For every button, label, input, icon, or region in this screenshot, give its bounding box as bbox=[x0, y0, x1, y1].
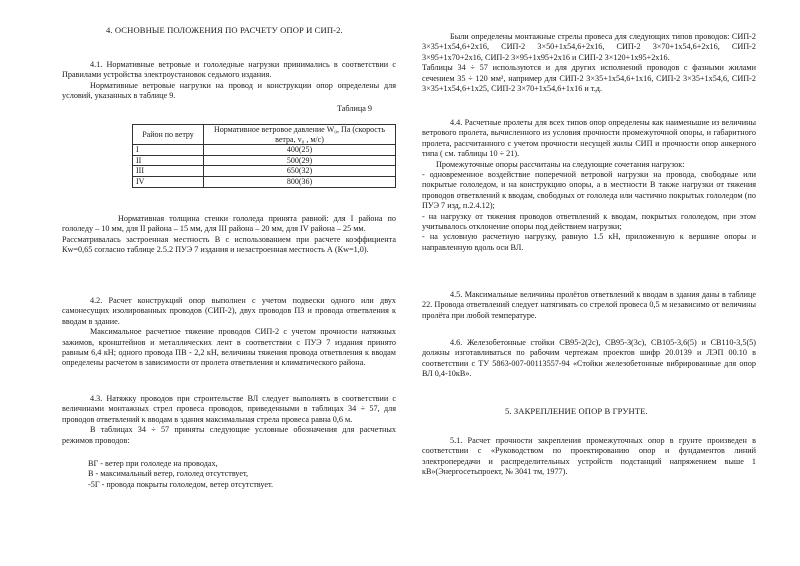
paragraph-4-3-continued: В таблицах 34 ÷ 57 приняты следующие условные обозначения для расчетных режимов проводов: bbox=[62, 425, 396, 445]
table-cell-value: 400(25) bbox=[204, 145, 396, 156]
paragraph-ice bbox=[62, 214, 396, 256]
table-header-row bbox=[133, 125, 396, 145]
legend-item: В - максимальный ветер, гололед отсутствует, bbox=[88, 469, 249, 479]
paragraph-area-text: Рассматривалась застроенная местность В с использованием при расчете коэффициента Кw=0,65 согласно таблице 2.5.2 ПУЭ 7 издания и незастроенная местность А (Кw=1,0). bbox=[62, 234, 396, 255]
wind-table-wrapper bbox=[132, 124, 396, 188]
paragraph-4-5-text: 4.5. Максимальные величины пролётов ответвлений к вводам в здания даны в таблице 22. Провода ответвлений следует натягивать со стрелой провеса 0,5 м независимо от величины пролёта при любой температуре. bbox=[422, 290, 756, 320]
paragraph-sag-text: Были определены монтажные стрелы провеса для следующих типов проводов: СИП-2 3×35+1х54,6+2х16, СИП-2 3×50+1х54,6+2х16, СИП-2 3×70+1х54,6+2х16, СИП-2 3×95+1х70+2х16, СИП-2 3×95+1х95+2х16 и СИП-2 3×120+1х95+2х16. bbox=[422, 32, 756, 62]
paragraph-4-3 bbox=[62, 394, 396, 446]
legend-item: ВГ - ветер при гололеде на проводах, bbox=[88, 459, 218, 468]
table-header-pressure: Нормативное ветровое давление W₀, Па (скорость ветра, v₀ , м/с) bbox=[204, 125, 396, 145]
paragraph-4-1-text: 4.1. Нормативные ветровые и гололедные нагрузки принимались в соответствии с Правилами устройства электроустановок седьмого издания. bbox=[62, 60, 396, 80]
table-cell-value: 800(36) bbox=[204, 176, 396, 187]
legend-item: -5Г - провода покрыты гололедом, ветер отсутствует. bbox=[88, 479, 274, 489]
paragraph-4-2-continued: Максимальное расчетное тяжение проводов СИП-2 с учетом прочности натяжных зажимов, кронштейнов и металлических лент в соответствии с ПУЭ 7 издания принято равным 6,4 кН; одного провода ПВ - 2,2 кН, величины тяжения провода ответвления к вводам определены расчетом в зависимости от пролета ответвления и климатического района. bbox=[62, 327, 396, 368]
table-cell-region: IV bbox=[133, 176, 204, 187]
table-caption: Таблица 9 bbox=[337, 104, 373, 113]
paragraph-sag bbox=[422, 32, 756, 94]
table-row bbox=[133, 176, 396, 187]
table-row bbox=[133, 145, 396, 156]
list-item: - на нагрузку от тяжения проводов ответвлений к вводам, покрытых гололедом, при этом учитывалось отклонение опоры под действием нагрузки; bbox=[422, 211, 756, 232]
section-4-heading: 4. ОСНОВНЫЕ ПОЛОЖЕНИЯ ПО РАСЧЕТУ ОПОР И СИП-2. bbox=[106, 25, 343, 35]
list-item: - одновременное воздействие поперечной ветровой нагрузки на провода, свободные или покрытые гололедом, и на конструкцию опоры, а в местности В также нагрузки от тяжения проводов ответвлений к вводам, свободных от гололеда или частично покрытых гололедом (по ПУЭ 7 изд, п.2.4.12); bbox=[422, 170, 756, 211]
table-row bbox=[133, 166, 396, 177]
list-item: - на условную расчетную нагрузку, равную 1.5 кН, приложенную к вершине опоры и направленную вдоль оси ВЛ. bbox=[422, 232, 756, 252]
paragraph-5-1 bbox=[422, 436, 756, 478]
table-cell-value: 650(32) bbox=[204, 166, 396, 177]
table-cell-region: II bbox=[133, 155, 204, 166]
paragraph-4-2-text: 4.2. Расчет конструкций опор выполнен с учетом подвески одного или двух самонесущих изолированных проводов (СИП-2), двух проводов ПЗ и провода ответвления к вводам в здание. bbox=[62, 296, 396, 326]
paragraph-4-6 bbox=[422, 338, 756, 380]
paragraph-4-2 bbox=[62, 296, 396, 369]
paragraph-ice-text: Нормативная толщина стенки гололеда принята равной: для I района по гололеду – 10 мм, для II района – 15 мм, для III района – 20 мм, для IV района – 25 мм. bbox=[62, 214, 396, 234]
paragraph-4-6-text: 4.6. Железобетонные стойки СВ95-2(2с), СВ95-3(3с), СВ105-3,6(5) и СВ110-3,5(5) должны изготавливаться по рабочим чертежам проектов шифр 20.0139 и ЛЭП 00.10 в соответствии с ТУ 5863-007-00113557-94 «Стойки железобетонные вибрированные для опор ВЛ 0,4-10кВ». bbox=[422, 338, 756, 379]
wind-pressure-table bbox=[132, 124, 396, 188]
paragraph-4-1 bbox=[62, 60, 396, 102]
table-cell-region: III bbox=[133, 166, 204, 177]
paragraph-4-1-continued: Нормативные ветровые нагрузки на провод и конструкции опор определены для условий, указанных в таблице 9. bbox=[62, 80, 396, 101]
paragraph-4-5 bbox=[422, 290, 756, 321]
table-cell-value: 500(29) bbox=[204, 155, 396, 166]
mode-legend bbox=[88, 459, 388, 490]
paragraph-5-1-text: 5.1. Расчет прочности закрепления промежуточных опор в грунте произведен в соответствии с «Руководством по проектированию опор и фундаментов линий электропередачи и распределительных устройств подстанций напряжением выше 1 кВ»(Энергосетьпроект, № 3041 тм, 1977). bbox=[422, 436, 756, 477]
section-5-heading: 5. ЗАКРЕПЛЕНИЕ ОПОР В ГРУНТЕ. bbox=[505, 406, 648, 416]
paragraph-4-4 bbox=[422, 118, 756, 253]
paragraph-4-4-loads-intro: Промежуточные опоры рассчитаны на следующие сочетания нагрузок: bbox=[436, 159, 685, 169]
table-row bbox=[133, 155, 396, 166]
table-cell-region: I bbox=[133, 145, 204, 156]
table-header-region: Район по ветру bbox=[133, 125, 204, 145]
paragraph-4-3-text: 4.3. Натяжку проводов при строительстве ВЛ следует выполнять в соответствии с величинами монтажных стрел провеса проводов, приведенными в таблицах 34 ÷ 57, для проводов ответвлений к вводам в здания максимальная стрела провеса равна 0,6 м. bbox=[62, 394, 396, 424]
paragraph-4-4-text: 4.4. Расчетные пролеты для всех типов опор определены как наименьшие из величины ветрового пролета, вычисленного из условия прочности промежуточной опоры, и габаритного пролета, рассчитанного с учетом прочности несущей жилы СИП и прочности опор анкерного типа ( см. таблицы 10 ÷ 21). bbox=[422, 118, 756, 159]
paragraph-tables-usage: Таблицы 34 ÷ 57 используются и для других исполнений проводов с фазными жилами сечением 35 ÷ 120 мм², например для СИП-2 3×35+1х54,6+1х16, СИП-2 3×35+1х54,6, СИП-2 3×35+1х54,6+1х25, СИП-2 3×70+1х54,6+1х16 и т.д. bbox=[422, 63, 756, 94]
